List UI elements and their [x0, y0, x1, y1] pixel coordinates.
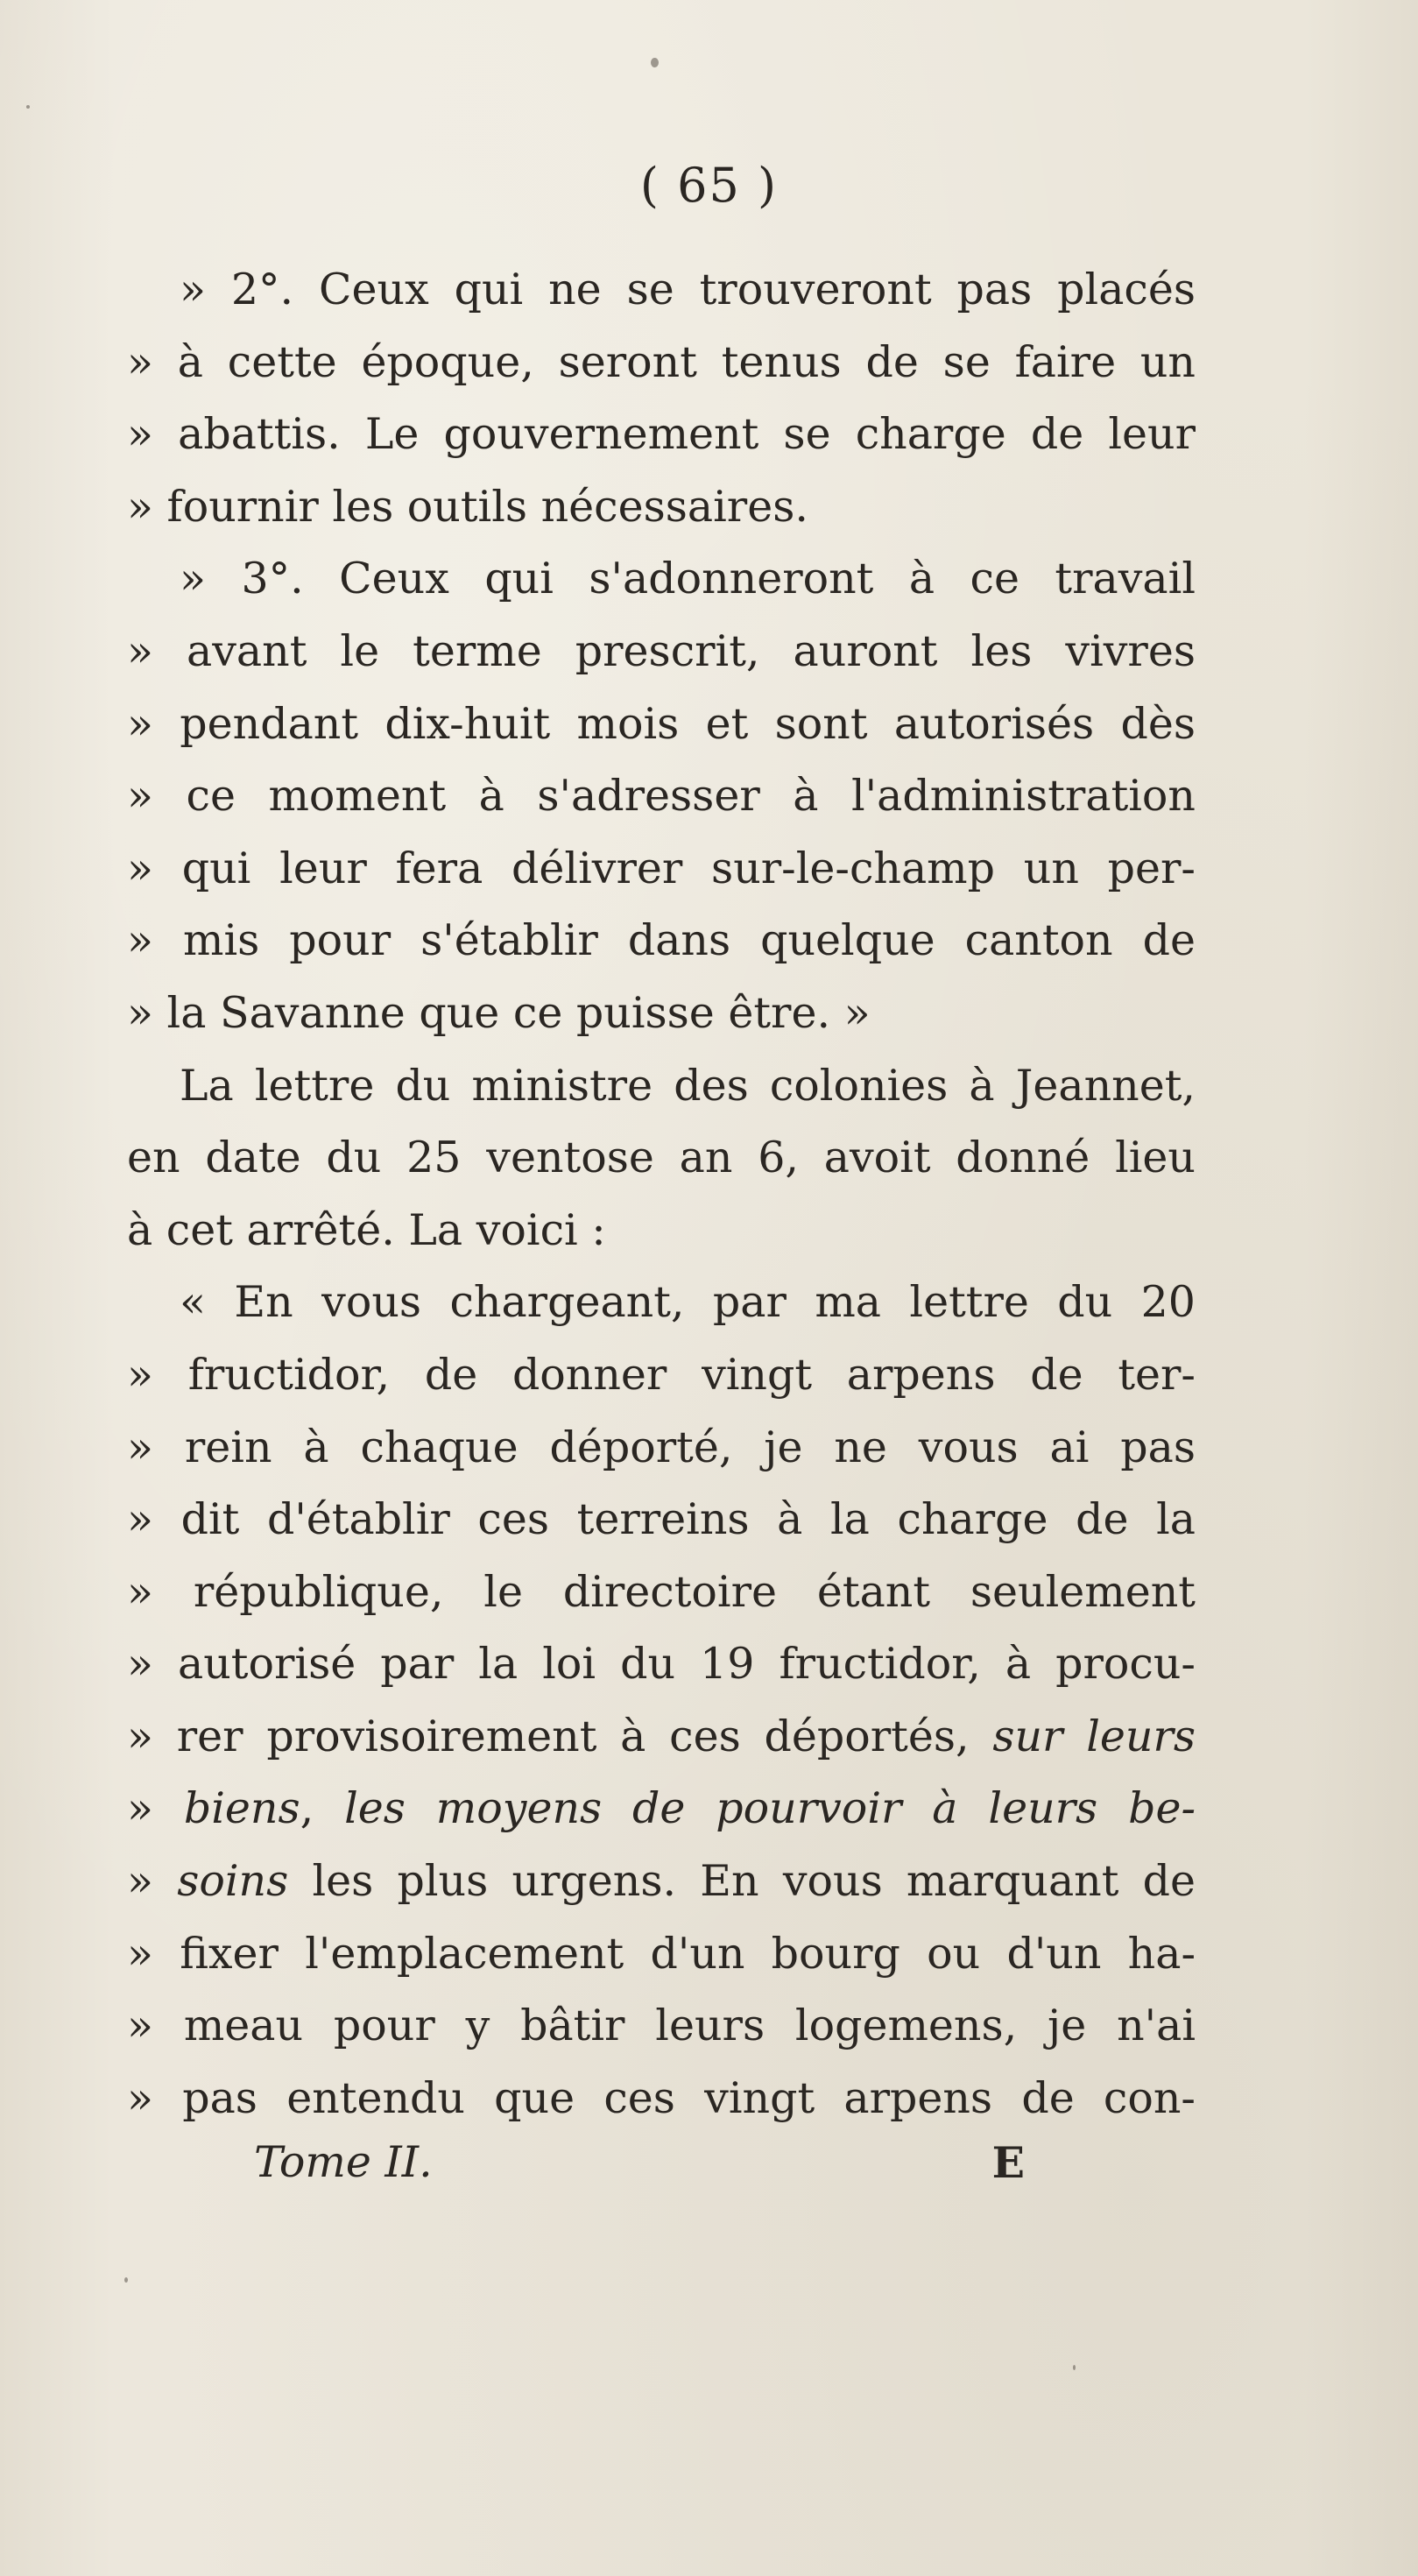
text-line: à cet arrêté. La voici :	[127, 1204, 606, 1255]
ink-speck	[1073, 2365, 1076, 2370]
text-line: » 2°. Ceux qui ne se trouveront pas placés	[180, 265, 1196, 314]
text-line: « En vous chargeant, par ma lettre du 20	[180, 1277, 1196, 1328]
text-line: » pas entendu que ces vingt arpens de con-	[127, 2072, 1196, 2123]
text-line: » fournir les outils nécessaires.	[127, 481, 808, 532]
ink-speck	[124, 2277, 128, 2283]
text-line: La lettre du ministre des colonies à Jeannet,	[180, 1060, 1196, 1111]
text-line: » ce moment à s'adresser à l'administration	[127, 771, 1196, 822]
text-line: » avant le terme prescrit, auront les vivres	[127, 625, 1196, 676]
text-line: » 3°. Ceux qui s'adonneront à ce travail	[180, 554, 1196, 604]
ink-speck	[651, 58, 659, 67]
text-line: » rer provisoirement à ces déportés, sur leurs	[127, 1711, 1196, 1761]
text-line: » rein à chaque déporté, je ne vous ai pas	[127, 1422, 1196, 1472]
text-line: » dit d'établir ces terreins à la charge de la	[127, 1494, 1196, 1545]
text-line: » abattis. Le gouvernement se charge de leur	[127, 409, 1196, 460]
text-line: » à cette époque, seront tenus de se faire un	[127, 336, 1196, 387]
body-text	[127, 254, 1196, 2135]
page-number: ( 65 )	[639, 158, 779, 213]
text-line: » fixer l'emplacement d'un bourg ou d'un ha-	[127, 1928, 1196, 1979]
text-line: » meau pour y bâtir leurs logemens, je n'ai	[127, 2001, 1196, 2051]
page-footer	[254, 2137, 1025, 2187]
signature-mark: E	[991, 2137, 1025, 2188]
text-line: » soins les plus urgens. En vous marquant de	[127, 1856, 1196, 1907]
text-line: » autorisé par la loi du 19 fructidor, à procu-	[127, 1639, 1196, 1690]
text-line: » la Savanne que ce puisse être. »	[127, 987, 871, 1038]
ink-speck	[26, 105, 30, 109]
text-line: » biens, les moyens de pourvoir à leurs be-	[127, 1783, 1196, 1834]
volume-label: Tome II.	[254, 2137, 433, 2187]
text-line: » république, le directoire étant seulement	[127, 1566, 1196, 1617]
text-line: » pendant dix-huit mois et sont autorisés dès	[127, 698, 1196, 749]
text-line: en date du 25 ventose an 6, avoit donné lieu	[127, 1133, 1196, 1183]
text-line: » qui leur fera délivrer sur-le-champ un per-	[127, 843, 1196, 893]
text-line: » mis pour s'établir dans quelque canton de	[127, 915, 1196, 966]
text-line: » fructidor, de donner vingt arpens de ter-	[127, 1349, 1196, 1400]
